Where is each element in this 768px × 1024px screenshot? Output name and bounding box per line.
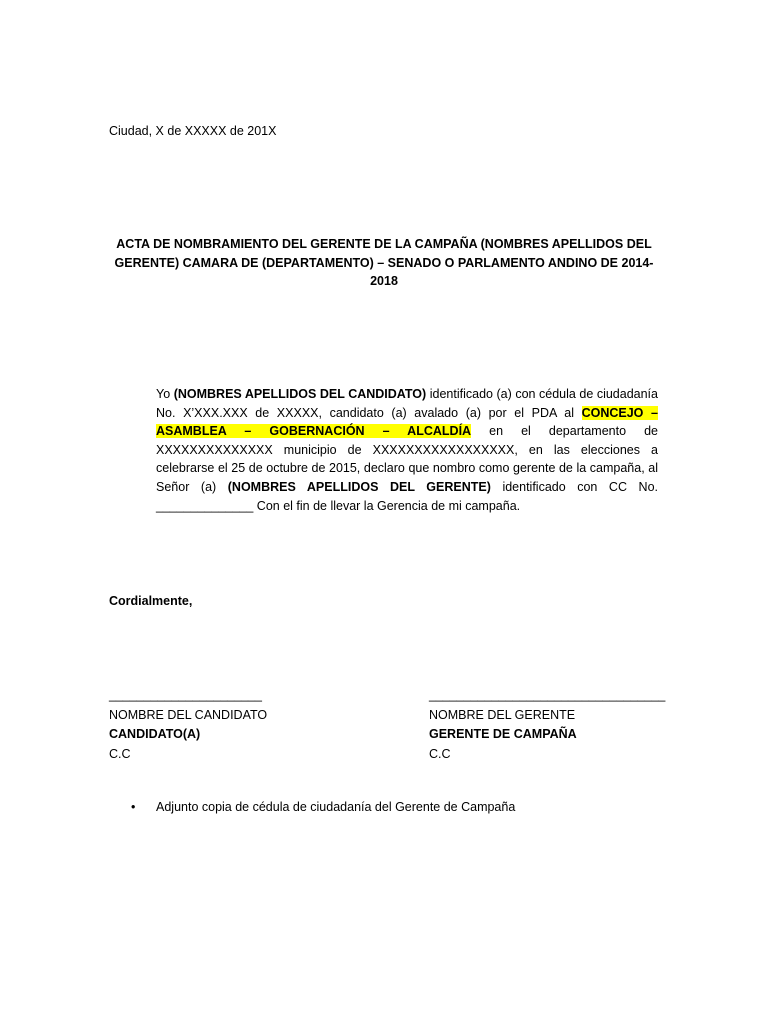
body-text-4: identificado con CC No. ______________ Con el fin de llevar la Gerencia de mi campaña. [156,479,658,513]
signature-role: CANDIDATO(A) [109,727,201,741]
highlighted-office-options: CONCEJO – ASAMBLEA – GOBERNACIÓN – ALCALDÍA [156,405,658,439]
attachment-text: Adjunto copia de cédula de ciudadanía del Gerente de Campaña [156,800,516,814]
manager-name-placeholder: (NOMBRES APELLIDOS DEL GERENTE) [227,479,491,494]
signature-line: __________________________________ [429,688,666,702]
signature-name: NOMBRE DEL GERENTE [429,707,576,722]
date-line: Ciudad, X de XXXXX de 201X [109,124,277,138]
signature-line: ______________________ [109,688,262,702]
closing: Cordialmente, [109,594,193,608]
body-text-3: en el departamento de XXXXXXXXXXXXXX municipio de XXXXXXXXXXXXXXXXX, en las elecciones a celebrarse el 25 de octubre de 2015, declaro que nombro como gerente de la campaña, al Señor (a) [156,424,658,494]
signature-id: C.C [429,746,451,761]
signature-name: NOMBRE DEL CANDIDATO [109,707,268,722]
signature-block-manager [429,686,665,764]
body-text-1: Yo [156,387,174,401]
bullet-icon: • [131,800,136,814]
signature-block-candidate [109,686,267,764]
document-title: ACTA DE NOMBRAMIENTO DEL GERENTE DE LA CAMPAÑA (NOMBRES APELLIDOS DEL GERENTE) CAMARA DE (DEPARTAMENTO) – SENADO O PARLAMENTO ANDINO DE 2014-2018 [114,237,654,289]
body-paragraph [156,385,658,515]
candidate-name-placeholder: (NOMBRES APELLIDOS DEL CANDIDATO) [173,387,427,401]
signature-id: C.C [109,746,131,761]
attachment-list-item [131,800,515,814]
body-text-2: identificado (a) con cédula de ciudadanía No. X’XXX.XXX de XXXXX, candidato (a) avalado (a) por el PDA al [156,387,658,420]
signature-role: GERENTE DE CAMPAÑA [429,727,577,741]
